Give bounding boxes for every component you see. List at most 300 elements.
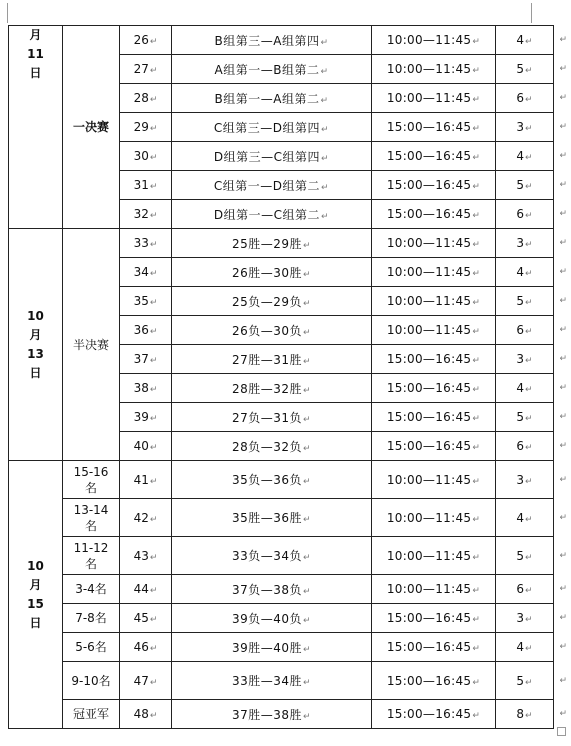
field-number-cell (496, 26, 567, 55)
field-number-text: 3 (516, 120, 525, 134)
paragraph-mark-icon: ↵ (472, 240, 481, 250)
time-text: 10:00—11:45 (386, 33, 472, 47)
match-number-cell (120, 403, 172, 432)
match-number-text: 42 (133, 510, 149, 525)
field-number-text: 6 (516, 439, 525, 453)
matchup-cell (172, 662, 372, 700)
time-text: 15:00—16:45 (386, 207, 472, 221)
round-cell (63, 26, 120, 229)
paragraph-mark-icon: ↵ (303, 644, 312, 655)
time-cell (372, 604, 496, 633)
field-number-cell (496, 374, 567, 403)
matchup-text: 33负—34负 (231, 549, 302, 563)
matchup-text: 27负—31负 (231, 410, 302, 425)
paragraph-mark-icon: ↵ (472, 711, 481, 721)
paragraph-mark-icon: ↵ (472, 269, 481, 279)
round-cell (63, 633, 120, 662)
match-number-cell (120, 700, 172, 729)
matchup-cell (172, 142, 372, 171)
paragraph-mark-icon: ↵ (149, 124, 158, 134)
field-number-cell (496, 633, 567, 662)
row-end-mark-icon: ↵ (559, 267, 567, 277)
round-cell (63, 700, 120, 729)
row-end-mark-icon: ↵ (559, 296, 567, 306)
time-text: 15:00—16:45 (386, 707, 472, 721)
time-text: 15:00—16:45 (386, 120, 472, 134)
paragraph-mark-icon: ↵ (472, 586, 481, 596)
row-end-mark-icon: ↵ (559, 383, 567, 393)
match-number-text: 46 (133, 640, 149, 654)
match-number-text: 40 (133, 439, 149, 453)
paragraph-mark-icon: ↵ (525, 552, 533, 563)
paragraph-mark-icon: ↵ (525, 95, 533, 105)
round-label: 7-8名 (75, 611, 107, 625)
paragraph-mark-icon: ↵ (149, 414, 158, 424)
matchup-text: 35胜—36胜 (231, 511, 302, 525)
matchup-text: C组第一—D组第二 (213, 178, 321, 193)
match-number-cell (120, 633, 172, 662)
match-number-cell (120, 200, 172, 229)
matchup-text: 39胜—40胜 (231, 640, 302, 655)
matchup-cell (172, 633, 372, 662)
matchup-cell (172, 287, 372, 316)
paragraph-mark-icon: ↵ (472, 414, 481, 424)
time-text: 15:00—16:45 (386, 178, 472, 192)
paragraph-mark-icon: ↵ (320, 37, 329, 48)
match-number-text: 33 (133, 236, 149, 250)
field-number-cell (496, 200, 567, 229)
paragraph-mark-icon: ↵ (472, 37, 481, 47)
paragraph-mark-icon: ↵ (472, 514, 481, 525)
match-number-cell (120, 345, 172, 374)
time-cell (372, 537, 496, 575)
field-number-text: 8 (516, 707, 525, 721)
time-text: 10:00—11:45 (386, 91, 472, 105)
field-number-text: 5 (516, 294, 525, 308)
field-number-text: 3 (516, 611, 525, 625)
table-row (9, 700, 554, 729)
paragraph-mark-icon: ↵ (303, 443, 312, 454)
matchup-cell (172, 26, 372, 55)
paragraph-mark-icon: ↵ (320, 66, 329, 77)
time-cell (372, 171, 496, 200)
date-part: 13 (27, 346, 44, 361)
field-number-text: 5 (516, 62, 525, 76)
paragraph-mark-icon: ↵ (525, 240, 533, 250)
date-part: 10 (27, 308, 44, 323)
matchup-cell (172, 258, 372, 287)
row-end-mark-icon: ↵ (559, 64, 567, 74)
date-cell (9, 26, 63, 229)
schedule-table (8, 25, 567, 729)
matchup-text: A组第一—B组第二 (214, 62, 320, 77)
table-row (9, 26, 554, 55)
field-number-text: 4 (516, 381, 525, 395)
row-end-mark-icon: ↵ (559, 122, 567, 132)
matchup-text: 25胜—29胜 (231, 236, 302, 251)
crop-mark-right (531, 3, 532, 23)
field-number-cell (496, 432, 567, 461)
paragraph-mark-icon: ↵ (525, 644, 533, 654)
round-label: 半决赛 (72, 337, 109, 352)
matchup-cell (172, 403, 372, 432)
matchup-text: D组第三—C组第四 (213, 149, 321, 164)
field-number-cell (496, 287, 567, 316)
paragraph-mark-icon: ↵ (303, 586, 312, 597)
row-end-mark-icon: ↵ (559, 584, 567, 594)
paragraph-mark-icon: ↵ (149, 356, 158, 366)
matchup-cell (172, 575, 372, 604)
matchup-cell (172, 316, 372, 345)
time-text: 10:00—11:45 (386, 62, 472, 76)
match-number-cell (120, 662, 172, 700)
paragraph-mark-icon: ↵ (525, 37, 533, 47)
time-text: 15:00—16:45 (386, 381, 472, 395)
paragraph-mark-icon: ↵ (149, 153, 158, 163)
field-number-cell (496, 171, 567, 200)
time-cell (372, 26, 496, 55)
round-label: 9-10名 (71, 673, 111, 688)
paragraph-mark-icon: ↵ (525, 414, 533, 424)
time-text: 10:00—11:45 (386, 582, 472, 596)
match-number-text: 48 (133, 707, 149, 721)
matchup-cell (172, 432, 372, 461)
paragraph-mark-icon: ↵ (472, 615, 481, 625)
match-number-cell (120, 84, 172, 113)
matchup-text: B组第三—A组第四 (214, 33, 320, 48)
field-number-cell (496, 142, 567, 171)
time-text: 10:00—11:45 (386, 265, 472, 279)
time-cell (372, 229, 496, 258)
paragraph-mark-icon: ↵ (149, 182, 158, 192)
paragraph-mark-icon: ↵ (472, 552, 481, 563)
time-text: 15:00—16:45 (386, 611, 472, 625)
paragraph-mark-icon: ↵ (303, 477, 312, 487)
paragraph-mark-icon: ↵ (303, 615, 312, 626)
date-cell (9, 229, 63, 461)
field-number-cell (496, 345, 567, 374)
match-number-cell (120, 287, 172, 316)
row-end-mark-icon: ↵ (559, 675, 567, 686)
paragraph-mark-icon: ↵ (525, 153, 533, 163)
paragraph-mark-icon: ↵ (303, 553, 312, 563)
field-number-cell (496, 662, 567, 700)
paragraph-mark-icon: ↵ (303, 711, 312, 722)
paragraph-mark-icon: ↵ (472, 182, 481, 192)
time-cell (372, 316, 496, 345)
table-row (9, 575, 554, 604)
paragraph-mark-icon: ↵ (472, 298, 481, 308)
time-text: 15:00—16:45 (386, 352, 472, 366)
date-part: 11 (27, 47, 44, 61)
field-number-cell (496, 316, 567, 345)
time-text: 15:00—16:45 (386, 673, 472, 688)
paragraph-mark-icon: ↵ (303, 356, 312, 367)
paragraph-mark-icon: ↵ (149, 552, 158, 563)
match-number-text: 31 (133, 178, 149, 192)
time-text: 10:00—11:45 (386, 472, 472, 487)
field-number-text: 4 (516, 640, 525, 654)
date-part: 15 (27, 596, 44, 611)
matchup-text: 27胜—31胜 (231, 352, 302, 367)
field-number-text: 5 (516, 673, 525, 688)
matchup-cell (172, 374, 372, 403)
time-cell (372, 461, 496, 499)
round-label: 冠亚军 (72, 707, 109, 721)
time-cell (372, 113, 496, 142)
paragraph-mark-icon: ↵ (525, 211, 533, 221)
match-number-cell (120, 575, 172, 604)
matchup-text: B组第一—A组第二 (214, 91, 320, 106)
paragraph-mark-icon: ↵ (149, 37, 158, 47)
match-number-text: 36 (133, 323, 149, 337)
match-number-text: 45 (133, 611, 149, 625)
paragraph-mark-icon: ↵ (149, 615, 158, 625)
match-number-cell (120, 604, 172, 633)
table-row (9, 604, 554, 633)
paragraph-mark-icon: ↵ (320, 95, 329, 106)
matchup-cell (172, 499, 372, 537)
paragraph-mark-icon: ↵ (303, 414, 312, 425)
row-end-mark-icon: ↵ (559, 512, 567, 523)
date-part: 月 (29, 327, 42, 342)
table-row (9, 461, 554, 499)
matchup-text: 26胜—30胜 (231, 265, 302, 280)
matchup-text: 37胜—38胜 (231, 707, 302, 722)
time-cell (372, 142, 496, 171)
matchup-cell (172, 345, 372, 374)
time-cell (372, 575, 496, 604)
paragraph-mark-icon: ↵ (149, 95, 158, 105)
table-row (9, 537, 554, 575)
match-number-text: 47 (133, 673, 149, 688)
paragraph-mark-icon: ↵ (472, 385, 481, 395)
paragraph-mark-icon: ↵ (525, 182, 533, 192)
paragraph-mark-icon: ↵ (472, 356, 481, 366)
row-end-mark-icon: ↵ (559, 412, 567, 422)
time-text: 15:00—16:45 (386, 640, 472, 654)
paragraph-mark-icon: ↵ (525, 298, 533, 308)
match-number-cell (120, 499, 172, 537)
time-text: 15:00—16:45 (386, 439, 472, 453)
field-number-cell (496, 258, 567, 287)
time-text: 10:00—11:45 (386, 323, 472, 337)
paragraph-mark-icon: ↵ (149, 443, 158, 453)
time-cell (372, 432, 496, 461)
round-cell (63, 604, 120, 633)
field-number-cell (496, 113, 567, 142)
date-part: 日 (29, 615, 42, 630)
time-cell (372, 345, 496, 374)
crop-mark-left (7, 3, 8, 23)
paragraph-mark-icon: ↵ (472, 153, 481, 163)
table-row (9, 633, 554, 662)
round-cell (63, 537, 120, 575)
paragraph-mark-icon: ↵ (321, 124, 330, 135)
field-number-text: 6 (516, 207, 525, 221)
matchup-cell (172, 229, 372, 258)
match-number-text: 28 (133, 91, 149, 105)
field-number-cell (496, 700, 567, 729)
matchup-cell (172, 700, 372, 729)
time-cell (372, 700, 496, 729)
paragraph-mark-icon: ↵ (149, 711, 158, 721)
row-end-mark-icon: ↵ (559, 180, 567, 190)
match-number-cell (120, 142, 172, 171)
field-number-text: 3 (516, 352, 525, 366)
matchup-cell (172, 55, 372, 84)
field-number-cell (496, 229, 567, 258)
row-end-mark-icon: ↵ (559, 613, 567, 623)
field-number-cell (496, 575, 567, 604)
round-label: 一决赛 (72, 120, 109, 134)
match-number-text: 37 (133, 352, 149, 366)
round-label: 15-16名 (73, 464, 109, 495)
field-number-text: 6 (516, 582, 525, 596)
time-cell (372, 287, 496, 316)
row-end-mark-icon: ↵ (559, 93, 567, 103)
table-row (9, 499, 554, 537)
paragraph-mark-icon: ↵ (303, 240, 312, 251)
paragraph-mark-icon: ↵ (472, 211, 481, 221)
paragraph-mark-icon: ↵ (149, 677, 158, 688)
match-number-text: 41 (133, 472, 149, 487)
matchup-text: 28胜—32胜 (231, 381, 302, 396)
match-number-cell (120, 113, 172, 142)
row-end-mark-icon: ↵ (559, 441, 567, 451)
time-text: 10:00—11:45 (386, 294, 472, 308)
matchup-text: 26负—30负 (231, 323, 302, 338)
time-cell (372, 200, 496, 229)
paragraph-mark-icon: ↵ (321, 153, 330, 164)
date-cell (9, 461, 63, 729)
field-number-cell (496, 537, 567, 575)
match-number-text: 26 (133, 33, 149, 47)
paragraph-mark-icon: ↵ (303, 515, 312, 525)
paragraph-mark-icon: ↵ (525, 66, 533, 76)
round-cell (63, 575, 120, 604)
time-cell (372, 84, 496, 113)
paragraph-mark-icon: ↵ (525, 124, 533, 134)
matchup-text: 35负—36负 (231, 473, 302, 487)
field-number-text: 6 (516, 323, 525, 337)
paragraph-mark-icon: ↵ (303, 385, 312, 396)
round-cell (63, 229, 120, 461)
paragraph-mark-icon: ↵ (472, 66, 481, 76)
paragraph-mark-icon: ↵ (472, 95, 481, 105)
row-end-mark-icon: ↵ (559, 325, 567, 335)
matchup-cell (172, 537, 372, 575)
date-part: 月 (29, 28, 42, 42)
time-cell (372, 633, 496, 662)
round-cell (63, 499, 120, 537)
matchup-cell (172, 113, 372, 142)
paragraph-mark-icon: ↵ (472, 124, 481, 134)
match-number-cell (120, 374, 172, 403)
round-label: 5-6名 (75, 640, 107, 654)
paragraph-mark-icon: ↵ (149, 385, 158, 395)
match-number-text: 39 (133, 410, 149, 424)
paragraph-mark-icon: ↵ (525, 476, 533, 487)
time-cell (372, 499, 496, 537)
field-number-text: 3 (516, 236, 525, 250)
row-end-mark-icon: ↵ (559, 642, 567, 652)
paragraph-mark-icon: ↵ (149, 211, 158, 221)
match-number-cell (120, 537, 172, 575)
date-part: 日 (29, 66, 42, 80)
match-number-text: 29 (133, 120, 149, 134)
paragraph-mark-icon: ↵ (525, 514, 533, 525)
match-number-cell (120, 432, 172, 461)
match-number-text: 43 (133, 548, 149, 563)
paragraph-mark-icon: ↵ (525, 615, 533, 625)
match-number-cell (120, 229, 172, 258)
match-number-text: 32 (133, 207, 149, 221)
time-text: 10:00—11:45 (386, 548, 472, 563)
field-number-text: 5 (516, 410, 525, 424)
match-number-text: 34 (133, 265, 149, 279)
paragraph-mark-icon: ↵ (525, 327, 533, 337)
matchup-cell (172, 200, 372, 229)
time-cell (372, 55, 496, 84)
field-number-text: 4 (516, 510, 525, 525)
paragraph-mark-icon: ↵ (525, 269, 533, 279)
paragraph-mark-icon: ↵ (525, 711, 533, 721)
time-text: 15:00—16:45 (386, 410, 472, 424)
time-cell (372, 374, 496, 403)
time-text: 10:00—11:45 (386, 510, 472, 525)
field-number-cell (496, 55, 567, 84)
row-end-mark-icon: ↵ (559, 550, 567, 561)
paragraph-mark-icon: ↵ (149, 644, 158, 654)
round-label: 13-14名 (73, 502, 109, 533)
field-number-cell (496, 499, 567, 537)
field-number-text: 5 (516, 178, 525, 192)
field-number-text: 4 (516, 149, 525, 163)
field-number-cell (496, 604, 567, 633)
row-end-mark-icon: ↵ (559, 354, 567, 364)
paragraph-mark-icon: ↵ (303, 327, 312, 338)
paragraph-mark-icon: ↵ (303, 678, 312, 688)
paragraph-mark-icon: ↵ (525, 356, 533, 366)
schedule-body (9, 26, 567, 729)
matchup-text: D组第一—C组第二 (213, 207, 321, 222)
matchup-text: 37负—38负 (231, 582, 302, 597)
match-number-cell (120, 171, 172, 200)
date-part: 日 (29, 365, 42, 380)
matchup-text: 33胜—34胜 (231, 674, 302, 688)
field-number-cell (496, 403, 567, 432)
crop-mark-bottom-right (557, 727, 566, 736)
round-label: 3-4名 (75, 582, 107, 596)
time-text: 10:00—11:45 (386, 236, 472, 250)
paragraph-mark-icon: ↵ (149, 476, 158, 487)
paragraph-mark-icon: ↵ (149, 327, 158, 337)
time-cell (372, 403, 496, 432)
paragraph-mark-icon: ↵ (303, 269, 312, 280)
paragraph-mark-icon: ↵ (149, 586, 158, 596)
date-part: 10 (27, 558, 44, 573)
field-number-cell (496, 461, 567, 499)
paragraph-mark-icon: ↵ (321, 182, 330, 193)
field-number-text: 6 (516, 91, 525, 105)
matchup-text: 25负—29负 (231, 294, 302, 309)
matchup-text: 39负—40负 (231, 611, 302, 626)
paragraph-mark-icon: ↵ (149, 514, 158, 525)
field-number-text: 4 (516, 33, 525, 47)
row-end-mark-icon: ↵ (559, 238, 567, 248)
match-number-cell (120, 258, 172, 287)
